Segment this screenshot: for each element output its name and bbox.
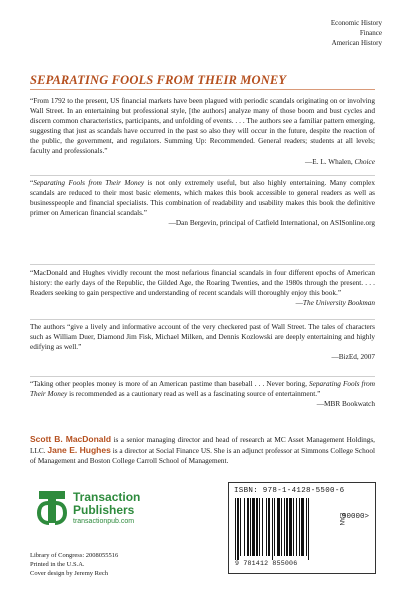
credits <box>30 551 118 578</box>
barcode-bars <box>235 498 335 560</box>
review-text: “Separating Fools from Their Money is not only extremely useful, but also highly entertaining. Many complex scandals are reduced to their most basic elements, which makes this book accessible to general readers as well as businesspeople and financial specialists. This combination of readability and usability makes this book the definitive primer on American financial scandals.” <box>30 179 375 218</box>
barcode-bar <box>250 498 251 556</box>
barcode-digits: 9 781412 855006 <box>235 560 298 567</box>
credit-line: Printed in the U.S.A. <box>30 561 85 568</box>
review-mbr <box>30 379 375 409</box>
barcode-bar <box>266 498 267 556</box>
review-text: “MacDonald and Hughes vividly recount the most nefarious financial scandals in four different epochs of American history: the early days of the Republic, the Gilded Age, the Roaring Twenties, and the 1980s through the present. . . . Readers seeking to gain perspective and understanding of recent scandals will thoroughly enjoy this book.” <box>30 269 375 298</box>
review-divider <box>30 264 375 265</box>
category-label: Economic History <box>330 19 382 27</box>
review-attribution: —MBR Bookwatch <box>316 400 375 409</box>
author-name: Scott B. MacDonald <box>30 434 112 444</box>
publisher-name: Transaction Publishers <box>73 490 141 517</box>
barcode-bar <box>272 498 273 560</box>
barcode-bar <box>301 498 304 556</box>
category-label: Finance <box>359 29 382 37</box>
barcode-bar <box>308 498 309 560</box>
category-label: American History <box>331 39 382 47</box>
barcode-bar <box>247 498 249 556</box>
price-code: 90000> <box>342 513 370 521</box>
ean-label: EAN <box>338 513 344 526</box>
credit-line: Library of Congress: 2008055516 <box>30 552 119 559</box>
barcode-bar <box>274 498 275 556</box>
barcode-bar <box>256 498 258 556</box>
barcode-bar <box>268 498 270 556</box>
barcode-bar <box>244 498 245 556</box>
barcode-bar <box>293 498 294 556</box>
barcode-bar <box>289 498 292 556</box>
barcode-bar <box>252 498 255 556</box>
credit-line: Cover design by Jeremy Rech <box>30 570 108 577</box>
review-text: “From 1792 to the present, US financial markets have been plagued with periodic scandals originating on or involving Wall Street. In an entertaining but professional style, [the authors] analyze many of those boom and bust cycles and discern common characteristics, participants, and unfolding of events. . . . The authors see a familiar pattern emerging, suggesting that just as scandals have occurred in the past so also they will occur in the future, despite the reaction of the public, the government, and regulators. Summing Up: Recommended. General readers; students at all levels; faculty and professionals.” <box>30 97 375 156</box>
isbn-barcode <box>228 482 376 574</box>
publisher-url: transactionpub.com <box>73 518 135 525</box>
author-bio: Scott B. MacDonald is a senior managing director and head of research at MC Asset Management Holdings, LLC. Jane E. Hughes is a director at Social Finance US. She is an adjunct professor at Simmons College School of Management and Boston College Carroll School of Management. <box>30 434 375 466</box>
review-bized <box>30 322 375 362</box>
barcode-bar <box>299 498 300 556</box>
barcode-bar <box>306 498 307 556</box>
review-attribution: —The University Bookman <box>295 299 375 308</box>
review-divider <box>30 175 375 176</box>
barcode-bar <box>277 498 280 556</box>
review-divider <box>30 376 375 377</box>
title-divider <box>30 89 375 90</box>
barcode-bar <box>284 498 285 556</box>
publisher-logo <box>35 488 205 538</box>
transaction-logo-icon <box>35 488 69 526</box>
review-asis <box>30 178 375 228</box>
barcode-bar <box>296 498 297 556</box>
barcode-bar <box>262 498 263 556</box>
review-attribution: —BizEd, 2007 <box>331 353 375 362</box>
subject-categories <box>331 18 382 48</box>
review-text: The authors “give a lively and informative account of the very checkered past of Wall Street. The tales of characters such as William Duer, Diamond Jim Fisk, Michael Milken, and Dennis Kozlowski are deeply entertaining and highly edifying as well.” <box>30 323 375 352</box>
barcode-bar <box>286 498 288 556</box>
author-name: Jane E. Hughes <box>47 445 111 456</box>
review-text: “Taking other peoples money is more of an American pastime than baseball . . . Never boring, Separating Fools from Their Money is recommended as a cautionary read as well as a fascinating source of entertainment.” <box>30 380 375 399</box>
review-divider <box>30 319 375 320</box>
review-bookman <box>30 268 375 308</box>
barcode-bar <box>235 498 236 560</box>
isbn-text: ISBN: 978-1-4128-5500-6 <box>234 487 345 495</box>
review-attribution: —Dan Bergevin, principal of Catfield International, on ASISonline.org <box>168 219 375 228</box>
review-attribution: —E. L. Whalen, Choice <box>305 157 375 166</box>
barcode-bar <box>281 498 282 556</box>
book-title: SEPARATING FOOLS FROM THEIR MONEY <box>30 73 287 87</box>
barcode-bar <box>240 498 241 556</box>
barcode-bar <box>237 498 239 560</box>
review-choice <box>30 96 375 167</box>
barcode-bar <box>259 498 260 556</box>
